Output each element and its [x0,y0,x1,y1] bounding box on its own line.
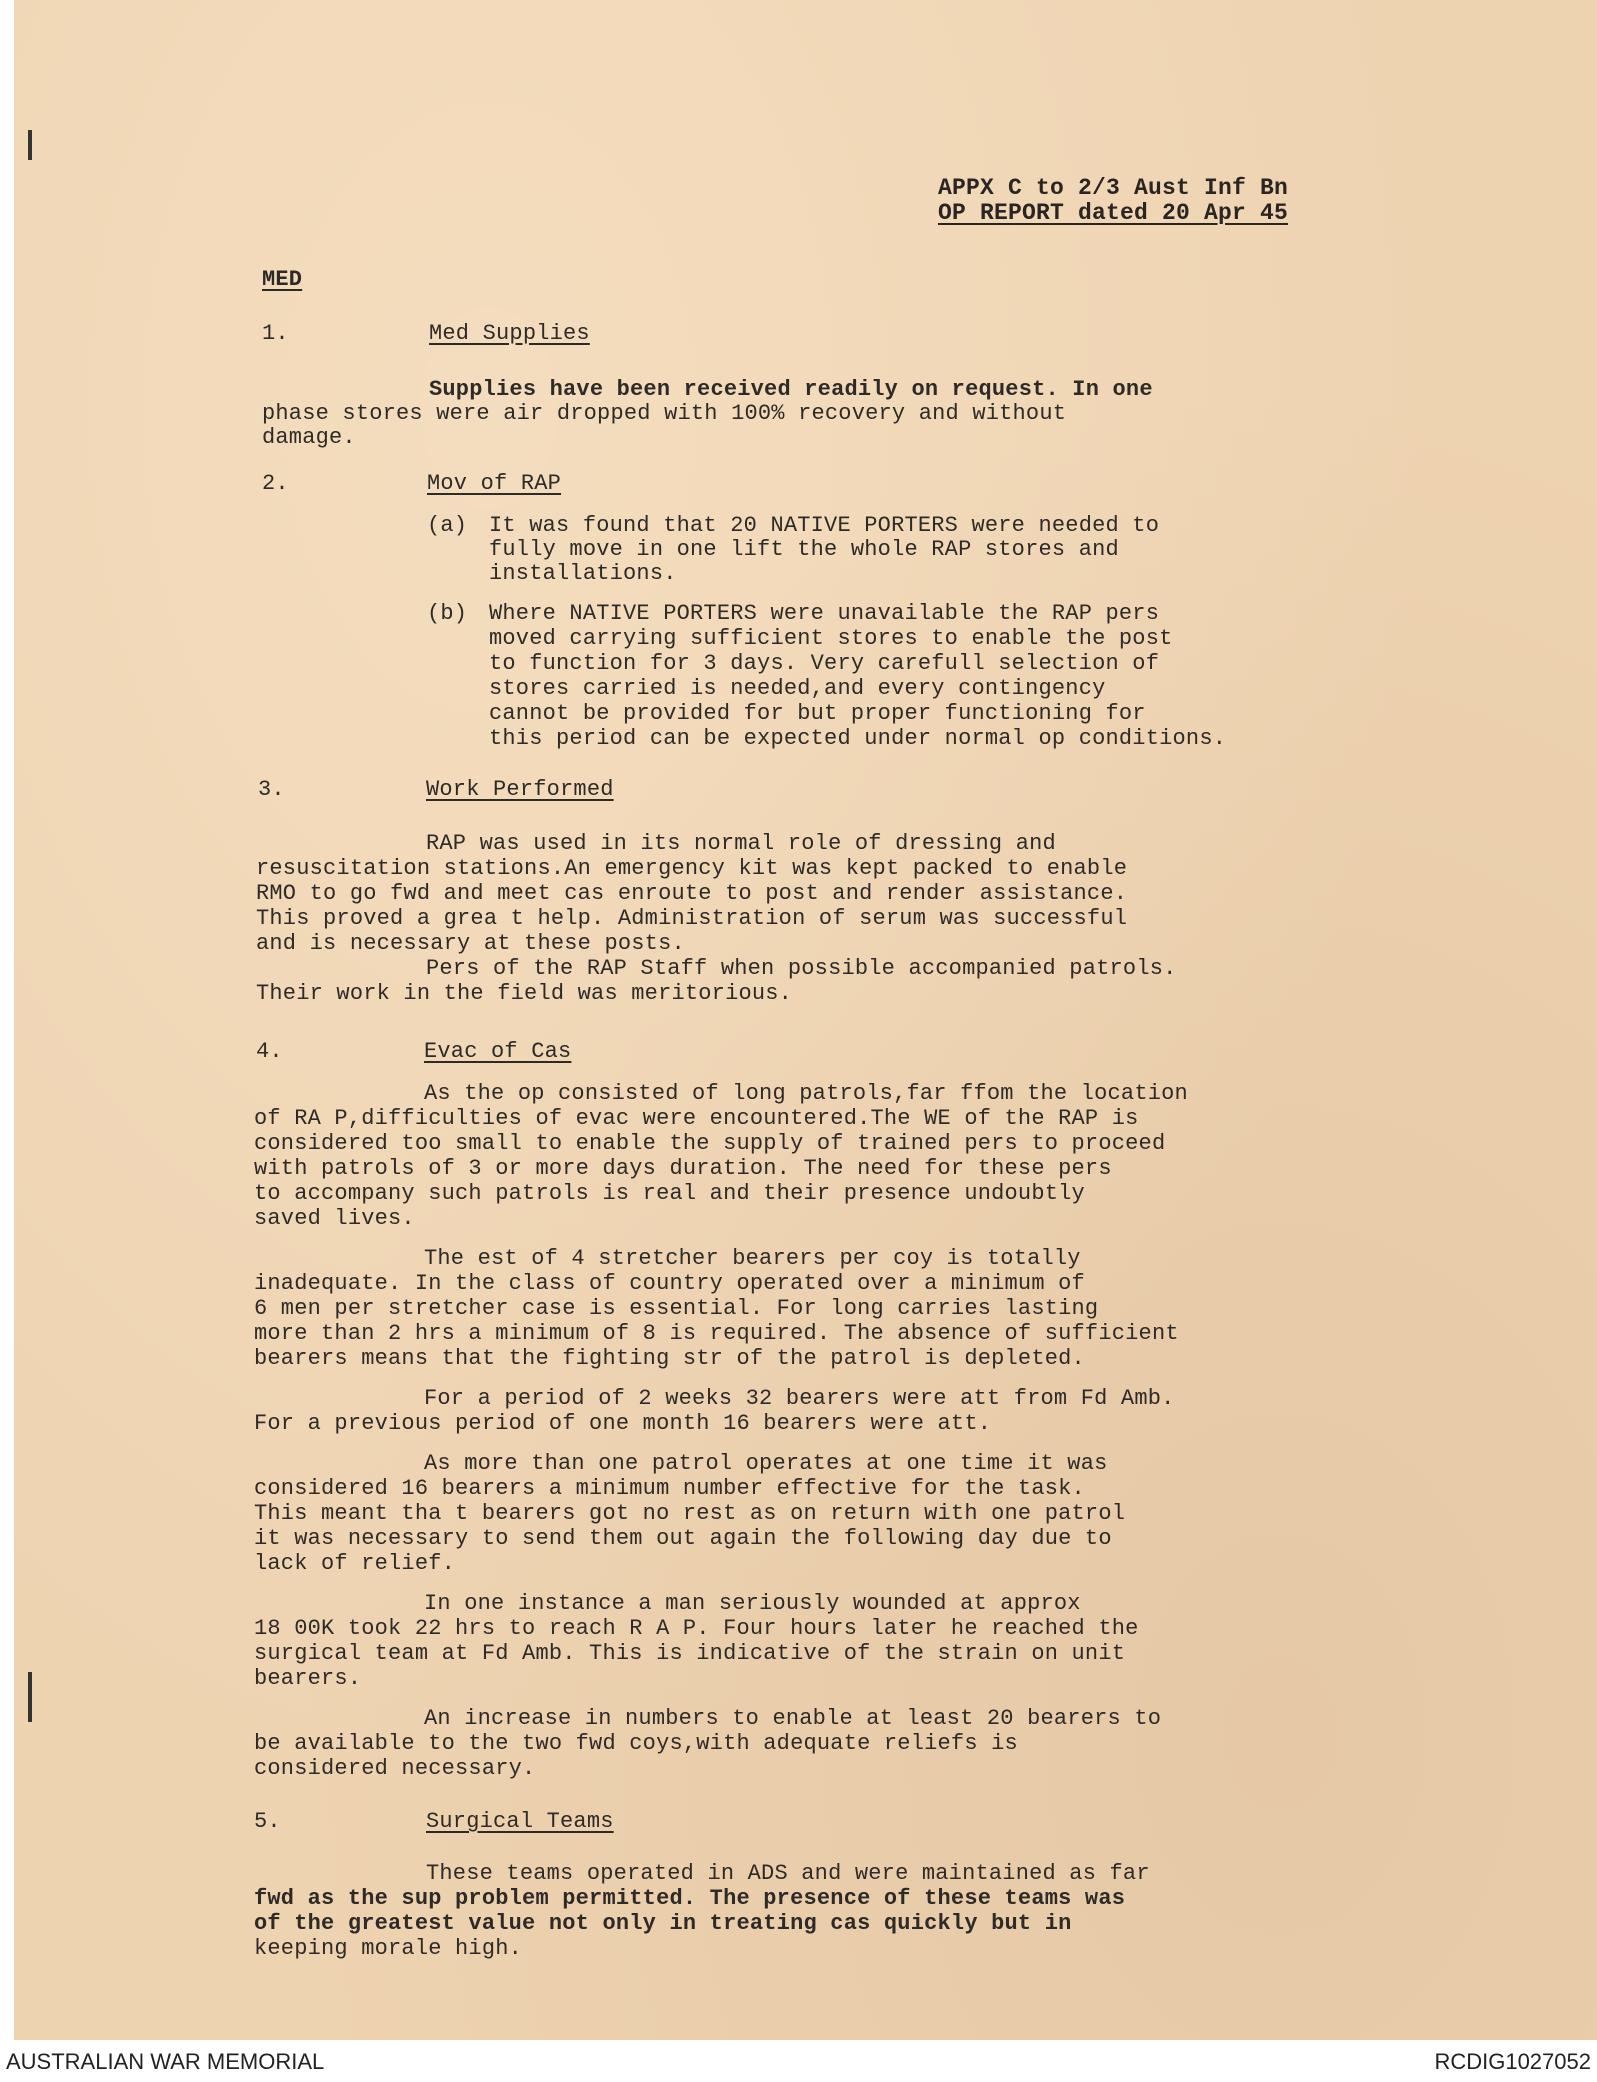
section-title: Mov of RAP [427,471,562,496]
body-line: 6 men per stretcher case is essential. For long carries lasting [254,1296,1099,1321]
item-line: It was found that 20 NATIVE PORTERS were needed to [489,513,1160,538]
body-line: fwd as the sup problem permitted. The presence of these teams was [254,1886,1126,1911]
body-line: The est of 4 stretcher bearers per coy is totally [424,1246,1081,1271]
section-title: Med Supplies [429,321,590,346]
body-line: For a previous period of one month 16 bearers were att. [254,1411,992,1436]
body-line: it was necessary to send them out again the following day due to [254,1526,1112,1551]
body-line: Their work in the field was meritorious. [256,981,793,1006]
body-line: bearers. [254,1666,362,1691]
margin-mark [28,1672,32,1722]
body-line: RAP was used in its normal role of dressing and [426,831,1056,856]
body-line: resuscitation stations.An emergency kit was kept packed to enable [256,856,1128,881]
body-line: In one instance a man seriously wounded at approx [424,1591,1081,1616]
body-line: considered too small to enable the supply of trained pers to proceed [254,1131,1166,1156]
section-number: 2. [262,471,289,496]
section-title: Work Performed [426,777,614,802]
item-line: stores carried is needed,and every contingency [489,676,1106,701]
item-line: fully move in one lift the whole RAP stores and [489,537,1119,562]
document-page [14,0,1597,2040]
body-line: Pers of the RAP Staff when possible accompanied patrols. [426,956,1177,981]
body-line: with patrols of 3 or more days duration. The need for these pers [254,1156,1112,1181]
footer-source: AUSTRALIAN WAR MEMORIAL [6,2049,325,2074]
margin-mark [28,130,32,160]
item-label: (a) [427,513,468,538]
body-line: bearers means that the fighting str of the patrol is depleted. [254,1346,1085,1371]
body-line: of the greatest value not only in treating cas quickly but in [254,1911,1072,1936]
section-number: 5. [254,1809,281,1834]
body-line: considered necessary. [254,1756,536,1781]
body-line: For a period of 2 weeks 32 bearers were att from Fd Amb. [424,1386,1175,1411]
body-line: Supplies have been received readily on request. In one [429,377,1153,402]
body-line: These teams operated in ADS and were maintained as far [426,1861,1150,1886]
section-heading: MED [262,267,303,292]
section-number: 1. [262,321,289,346]
body-line: lack of relief. [254,1551,456,1576]
body-line: inadequate. In the class of country operated over a minimum of [254,1271,1085,1296]
reference-line-1: APPX C to 2/3 Aust Inf Bn [938,175,1289,201]
item-line: Where NATIVE PORTERS were unavailable the RAP pers [489,601,1160,626]
item-line: cannot be provided for but proper functioning for [489,701,1146,726]
section-title: Surgical Teams [426,1809,614,1834]
body-line: As more than one patrol operates at one time it was [424,1451,1108,1476]
body-line: As the op consisted of long patrols,far ffom the location [424,1081,1188,1106]
body-line: damage. [262,425,356,450]
item-line: this period can be expected under normal op conditions. [489,726,1227,751]
footer-id: RCDIG1027052 [1434,2049,1591,2074]
body-line: to accompany such patrols is real and their presence undoubtly [254,1181,1085,1206]
item-label: (b) [427,601,468,626]
body-line: This proved a grea t help. Administration of serum was successful [256,906,1128,931]
body-line: RMO to go fwd and meet cas enroute to post and render assistance. [256,881,1128,906]
body-line: 18 00K took 22 hrs to reach R A P. Four hours later he reached the [254,1616,1139,1641]
section-title: Evac of Cas [424,1039,572,1064]
section-number: 3. [258,777,285,802]
section-number: 4. [256,1039,283,1064]
body-line: An increase in numbers to enable at least 20 bearers to [424,1706,1162,1731]
body-line: and is necessary at these posts. [256,931,685,956]
body-line: more than 2 hrs a minimum of 8 is required. The absence of sufficient [254,1321,1179,1346]
item-line: to function for 3 days. Very carefull selection of [489,651,1160,676]
body-line: be available to the two fwd coys,with adequate reliefs is [254,1731,1018,1756]
body-line: saved lives. [254,1206,415,1231]
body-line: phase stores were air dropped with 100% recovery and without [262,401,1067,426]
body-line: of RA P,difficulties of evac were encountered.The WE of the RAP is [254,1106,1139,1131]
item-line: moved carrying sufficient stores to enable the post [489,626,1173,651]
body-line: keeping morale high. [254,1936,523,1961]
reference-line-2: OP REPORT dated 20 Apr 45 [938,200,1289,226]
body-line: surgical team at Fd Amb. This is indicative of the strain on unit [254,1641,1126,1666]
archive-footer [0,2040,1597,2082]
item-line: installations. [489,561,677,586]
body-line: considered 16 bearers a minimum number effective for the task. [254,1476,1085,1501]
body-line: This meant tha t bearers got no rest as on return with one patrol [254,1501,1126,1526]
